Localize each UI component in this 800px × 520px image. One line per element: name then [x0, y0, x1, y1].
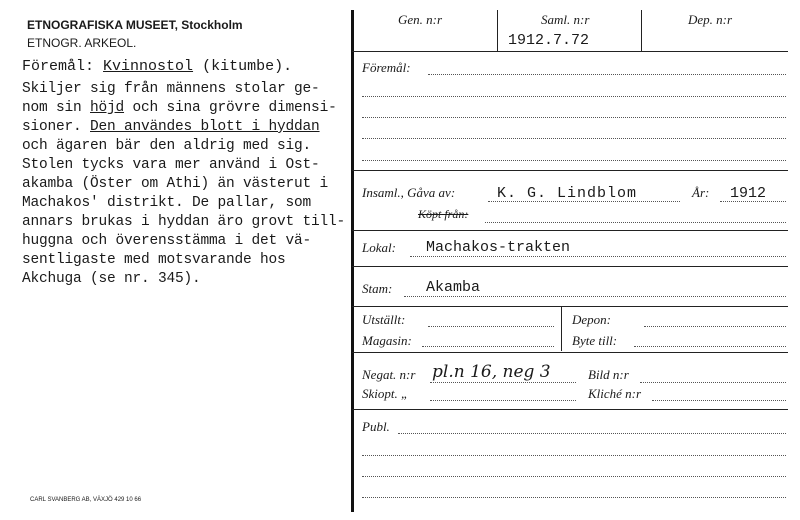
ar-label: År: [692, 185, 710, 200]
ar-value: 1912 [730, 185, 767, 202]
utstallt-label: Utställt: [362, 312, 406, 327]
description-line: sentligaste med motsvarande hos [22, 252, 286, 268]
foremal-label: Föremål: [362, 60, 411, 75]
saml-nr-label: Saml. n:r [541, 12, 590, 27]
description-line: och ägaren bär den aldrig med sig. [22, 138, 312, 154]
object-heading [22, 58, 292, 75]
skiopt-label: Skiopt. „ [362, 386, 409, 401]
card-divider [351, 10, 354, 512]
object-label: Föremål: [22, 58, 95, 75]
negat-label: Negat. n:r [362, 367, 416, 382]
depon-label: Depon: [572, 312, 611, 327]
description-line: akamba (Öster om Athi) än västerut i [22, 176, 329, 192]
printer-imprint: CARL SVANBERG AB, VÄXJÖ 429 10 66 [30, 497, 142, 503]
kop-fran-label: Köpt från: [418, 207, 469, 221]
description-line: Akchuga (se nr. 345). [22, 271, 201, 287]
object-note: (kitumbe). [202, 58, 293, 75]
description-line: huggna och överensstämma i det vä- [22, 233, 312, 249]
object-name: Kvinnostol [103, 58, 194, 75]
insaml-label: Insaml., Gåva av: [362, 185, 456, 200]
publ-label: Publ. [362, 419, 390, 434]
byte-label: Byte till: [572, 333, 618, 348]
description-line: Skiljer sig från männens stolar ge- [22, 81, 320, 97]
dep-nr-label: Dep. n:r [688, 12, 733, 27]
magasin-label: Magasin: [362, 333, 412, 348]
stam-value: Akamba [426, 279, 481, 296]
description-line: Machakos' distrikt. De pallar, som [22, 195, 312, 211]
description-line: Stolen tycks vara mer använd i Ost- [22, 157, 320, 173]
lokal-label: Lokal: [362, 240, 396, 255]
description-line: nom sin höjd och sina grövre dimensi- [22, 100, 337, 116]
gen-nr-label: Gen. n:r [398, 12, 443, 27]
description-line: sioner. Den användes blott i hyddan [22, 119, 320, 135]
lokal-value: Machakos-trakten [426, 239, 571, 256]
saml-nr-value: 1912.7.72 [508, 32, 590, 49]
description-line: annars brukas i hyddan äro grovt till- [22, 214, 346, 230]
stam-label: Stam: [362, 281, 393, 296]
kliche-label: Kliché n:r [588, 386, 642, 401]
negat-value: pl.n 16, neg 3 [432, 362, 551, 382]
museum-name: ETNOGRAFISKA MUSEET, Stockholm [27, 18, 243, 32]
insaml-value: K. G. Lindblom [497, 185, 638, 202]
department-name: ETNOGR. ARKEOL. [27, 36, 137, 50]
bild-label: Bild n:r [588, 367, 629, 382]
